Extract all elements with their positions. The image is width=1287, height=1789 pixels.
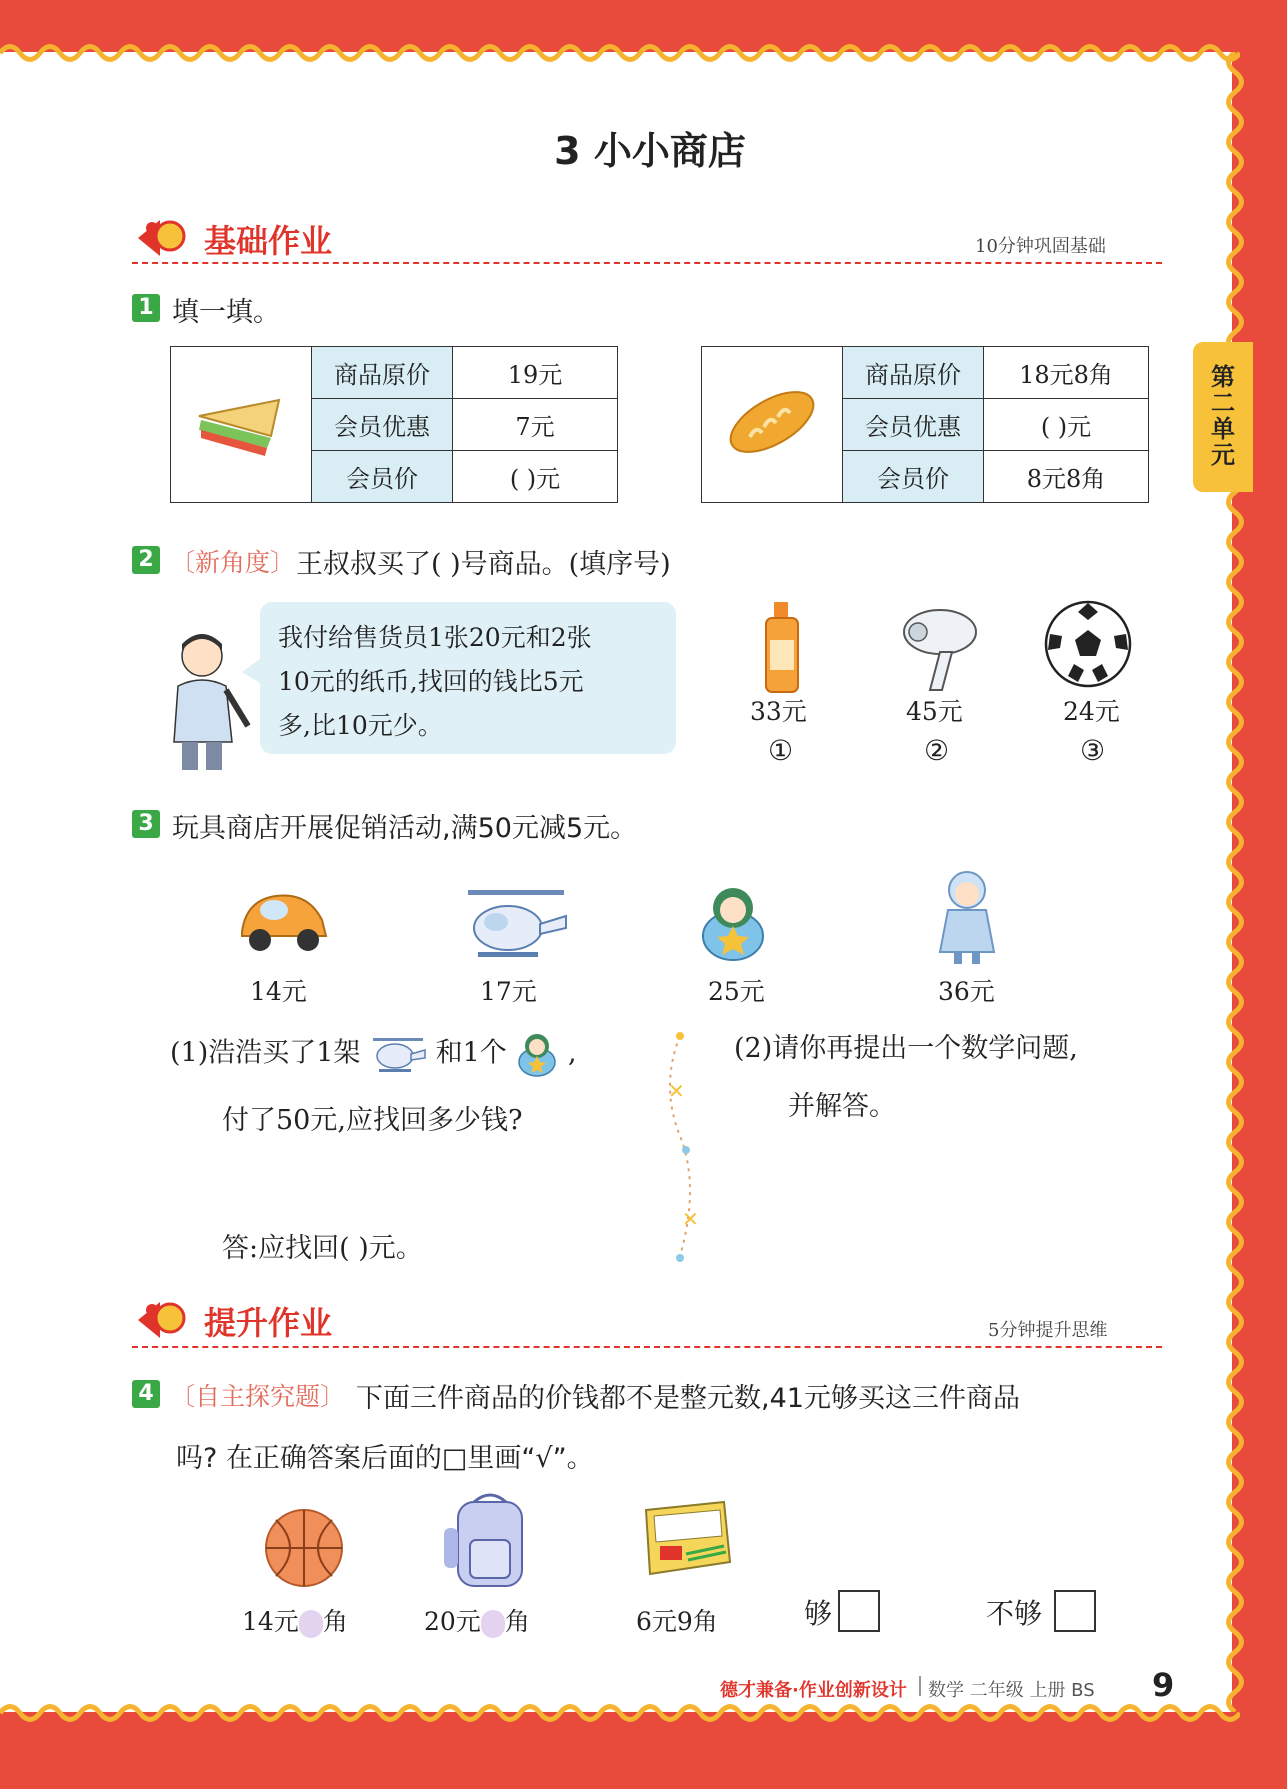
advanced-divider xyxy=(132,1346,1162,1348)
toy3-price: 25元 xyxy=(708,977,765,1006)
price-table-bread xyxy=(701,346,1149,503)
hidden-digit-oval xyxy=(481,1610,505,1638)
roly-poly-small-icon xyxy=(515,1030,559,1078)
man-figure-icon xyxy=(162,626,258,772)
q3-number: 3 xyxy=(132,810,160,838)
rag-doll-icon xyxy=(934,866,1000,966)
q3-part2-line1: (2)请你再提出一个数学问题, xyxy=(734,1033,1078,1064)
q1-number: 1 xyxy=(132,294,160,322)
toy1-price: 14元 xyxy=(250,977,307,1006)
basic-heading: 基础作业 xyxy=(204,222,333,260)
item2-number: ② xyxy=(924,734,950,767)
megaphone-icon xyxy=(130,210,190,260)
bread-cell xyxy=(702,347,843,503)
ball-price-yuan: 14元 xyxy=(242,1607,299,1636)
not-enough-checkbox[interactable] xyxy=(1054,1590,1096,1632)
q4-number: 4 xyxy=(132,1380,160,1408)
q3-part1-line2: 付了50元,应找回多少钱? xyxy=(222,1105,523,1136)
row1-label: 商品原价 xyxy=(312,347,453,399)
bottom-wave-border xyxy=(0,1700,1240,1726)
row1-value: 18元8角 xyxy=(984,347,1149,399)
q4-text-line1: 下面三件商品的价钱都不是整元数,41元够买这三件商品 xyxy=(356,1383,1020,1414)
q4-tag: 〔自主探究题〕 xyxy=(170,1382,346,1411)
row3-label: 会员价 xyxy=(843,451,984,503)
speech-bubble xyxy=(260,602,676,754)
bottle-icon xyxy=(760,600,804,696)
ball-price xyxy=(242,1602,348,1638)
sandwich-cell xyxy=(171,347,312,503)
page-number: 9 xyxy=(1152,1666,1175,1704)
q3-part2-line2: 并解答。 xyxy=(788,1091,896,1122)
page-title: 3 小小商店 xyxy=(554,129,746,173)
row2-label: 会员优惠 xyxy=(843,399,984,451)
hair-dryer-icon xyxy=(900,604,980,694)
ball-price-jiao: 角 xyxy=(322,1607,348,1636)
row3-label: 会员价 xyxy=(312,451,453,503)
q1-text: 填一填。 xyxy=(172,297,280,328)
row2-label: 会员优惠 xyxy=(312,399,453,451)
bubble-line-3: 多,比10元少。 xyxy=(278,711,443,740)
right-wave-border xyxy=(1222,52,1248,1712)
q2-text[interactable]: 王叔叔买了( )号商品。(填序号) xyxy=(296,549,671,580)
toy-car-icon xyxy=(236,880,332,960)
footer-separator xyxy=(919,1676,921,1696)
q2-tag: 〔新角度〕 xyxy=(170,548,296,577)
footer-meta: 数学 二年级 上册 BS xyxy=(928,1680,1095,1701)
top-wave-border xyxy=(0,40,1240,66)
item3-price: 24元 xyxy=(1063,697,1120,726)
unit-side-tab xyxy=(1193,342,1253,492)
not-enough-label: 不够 xyxy=(986,1597,1043,1630)
bubble-line-2: 10元的纸币,找回的钱比5元 xyxy=(278,667,584,696)
q3-part1-text-b: 和1个 xyxy=(435,1037,507,1069)
helicopter-small-icon xyxy=(369,1034,427,1074)
unit-side-tab-text: 第二单元 xyxy=(1211,363,1235,469)
megaphone-icon xyxy=(130,1292,190,1342)
basic-divider xyxy=(132,262,1162,264)
toy4-price: 36元 xyxy=(938,977,995,1006)
toy2-price: 17元 xyxy=(480,977,537,1006)
footer-series: 德才兼备·作业创新设计 xyxy=(720,1680,907,1701)
crayon-price xyxy=(636,1602,718,1638)
svg-text:✕: ✕ xyxy=(682,1207,699,1231)
member-discount-blank[interactable]: ( )元 xyxy=(984,399,1149,451)
bread-icon xyxy=(722,377,822,467)
item1-price: 33元 xyxy=(750,697,807,726)
bubble-line-1: 我付给售货员1张20元和2张 xyxy=(278,623,592,652)
helicopter-icon xyxy=(460,880,570,966)
basic-note: 10分钟巩固基础 xyxy=(975,236,1106,257)
row2-value: 7元 xyxy=(453,399,618,451)
basketball-icon xyxy=(262,1506,346,1590)
q3-answer-blank[interactable]: 答:应找回( )元。 xyxy=(222,1233,423,1264)
dotted-divider xyxy=(656,1026,706,1266)
soccer-ball-icon xyxy=(1044,600,1132,688)
row3-value: 8元8角 xyxy=(984,451,1149,503)
advanced-note: 5分钟提升思维 xyxy=(988,1320,1108,1341)
q3-part1-text-a: (1)浩浩买了1架 xyxy=(170,1037,361,1069)
backpack-price-jiao: 角 xyxy=(504,1607,530,1636)
roly-poly-doll-icon xyxy=(698,882,768,962)
q2-number: 2 xyxy=(132,546,160,574)
q3-part1-line1 xyxy=(170,1030,577,1078)
backpack-price xyxy=(424,1602,530,1638)
item3-number: ③ xyxy=(1080,734,1106,767)
hidden-digit-oval xyxy=(299,1610,323,1638)
q4-text-line2: 吗? 在正确答案后面的□里画“√”。 xyxy=(176,1443,594,1474)
row1-value: 19元 xyxy=(453,347,618,399)
item1-number: ① xyxy=(768,734,794,767)
svg-text:✕: ✕ xyxy=(668,1079,685,1103)
enough-checkbox[interactable] xyxy=(838,1590,880,1632)
item2-price: 45元 xyxy=(906,697,963,726)
crayon-box-icon xyxy=(640,1496,732,1578)
member-price-blank[interactable]: ( )元 xyxy=(453,451,618,503)
sandwich-icon xyxy=(193,386,289,458)
advanced-heading: 提升作业 xyxy=(204,1304,333,1342)
backpack-icon xyxy=(440,1488,540,1592)
crayon-price-yuan: 6元9角 xyxy=(636,1607,718,1636)
enough-label: 够 xyxy=(804,1597,833,1630)
bubble-tail xyxy=(242,656,264,686)
row1-label: 商品原价 xyxy=(843,347,984,399)
q3-text: 玩具商店开展促销活动,满50元减5元。 xyxy=(172,813,638,844)
q3-part1-text-c: , xyxy=(568,1037,577,1069)
backpack-price-yuan: 20元 xyxy=(424,1607,481,1636)
price-table-sandwich xyxy=(170,346,618,503)
